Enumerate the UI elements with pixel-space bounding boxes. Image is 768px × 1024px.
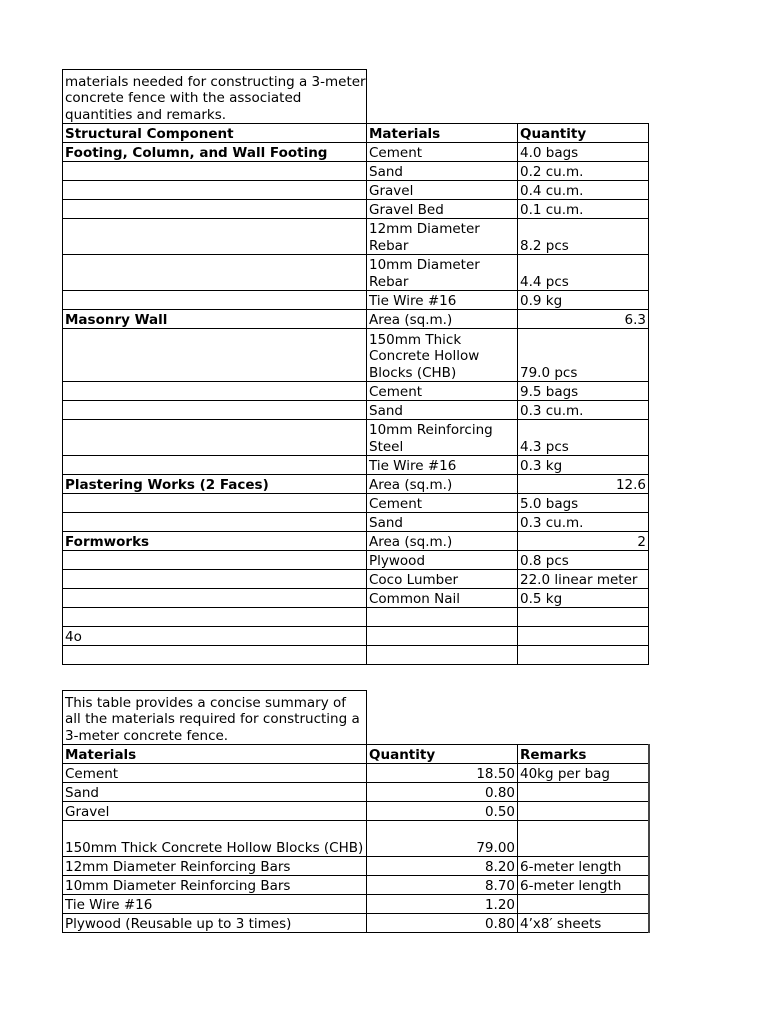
quantity-cell: 8.70: [367, 876, 518, 895]
table-row: [63, 627, 649, 646]
remarks-cell: [518, 821, 649, 857]
structural-component-cell: Formworks: [63, 532, 367, 551]
material-cell: Area (sq.m.): [367, 532, 518, 551]
table-row: [63, 219, 649, 255]
quantity-cell: 0.1 cu.m.: [518, 200, 649, 219]
table-row: [63, 181, 649, 200]
quantity-cell: 22.0 linear meter: [518, 570, 649, 589]
quantity-cell: [518, 627, 649, 646]
structural-component-cell: Masonry Wall: [63, 310, 367, 329]
material-cell: [367, 646, 518, 665]
material-cell: Sand: [367, 513, 518, 532]
table-row: [63, 857, 649, 876]
remarks-cell: [518, 802, 649, 821]
table-row: [63, 456, 649, 475]
header-quantity: Quantity: [518, 124, 649, 143]
table-row: [63, 570, 649, 589]
structural-component-cell: [63, 589, 367, 608]
table-row: [63, 895, 649, 914]
table-row: [63, 255, 649, 291]
structural-component-cell: [63, 181, 367, 200]
quantity-cell: 9.5 bags: [518, 382, 649, 401]
quantity-cell: 0.8 pcs: [518, 551, 649, 570]
remarks-cell: [518, 783, 649, 802]
material-cell: Area (sq.m.): [367, 310, 518, 329]
material-cell: Sand: [367, 401, 518, 420]
table-row: [63, 608, 649, 627]
quantity-cell: 79.00: [367, 821, 518, 857]
structural-component-cell: [63, 401, 367, 420]
structural-component-cell: [63, 420, 367, 456]
table-row: [63, 329, 649, 382]
quantity-cell: 0.80: [367, 783, 518, 802]
material-cell: Area (sq.m.): [367, 475, 518, 494]
material-cell: Cement: [367, 494, 518, 513]
table-row: [63, 420, 649, 456]
remarks-cell: [518, 895, 649, 914]
structural-component-cell: Footing, Column, and Wall Footing: [63, 143, 367, 162]
structural-component-cell: [63, 291, 367, 310]
material-cell: Plywood: [367, 551, 518, 570]
remarks-cell: 6-meter length: [518, 857, 649, 876]
structural-component-cell: [63, 570, 367, 589]
material-cell: Gravel: [63, 802, 367, 821]
table-row: [63, 143, 649, 162]
table-row: [63, 532, 649, 551]
structural-component-cell: [63, 494, 367, 513]
remarks-cell: 6-meter length: [518, 876, 649, 895]
quantity-cell: 5.0 bags: [518, 494, 649, 513]
material-cell: Tie Wire #16: [367, 456, 518, 475]
table-row: [63, 513, 649, 532]
materials-summary-table: [62, 690, 650, 933]
material-cell: Sand: [367, 162, 518, 181]
material-cell: 10mm Reinforcing Steel: [367, 420, 518, 456]
quantity-cell: 0.3 cu.m.: [518, 401, 649, 420]
table-row: [63, 551, 649, 570]
structural-component-cell: [63, 551, 367, 570]
header-materials: Materials: [367, 124, 518, 143]
quantity-cell: 0.50: [367, 802, 518, 821]
material-cell: Gravel Bed: [367, 200, 518, 219]
quantity-cell: 0.9 kg: [518, 291, 649, 310]
structural-component-cell: [63, 456, 367, 475]
quantity-cell: 4.0 bags: [518, 143, 649, 162]
material-cell: Coco Lumber: [367, 570, 518, 589]
material-cell: 10mm Diameter Rebar: [367, 255, 518, 291]
material-cell: 12mm Diameter Reinforcing Bars: [63, 857, 367, 876]
header-structural-component: Structural Component: [63, 124, 367, 143]
table-row: [63, 821, 649, 857]
table1-intro: materials needed for constructing a 3-meter concrete fence with the associated quantities and remarks.: [63, 70, 367, 124]
structural-component-cell: [63, 608, 367, 627]
material-cell: 150mm Thick Concrete Hollow Blocks (CHB): [367, 329, 518, 382]
structural-component-cell: [63, 513, 367, 532]
structural-component-cell: Plastering Works (2 Faces): [63, 475, 367, 494]
quantity-cell: 2: [518, 532, 649, 551]
quantity-cell: 8.2 pcs: [518, 219, 649, 255]
table-row: [63, 802, 649, 821]
table-row: [63, 494, 649, 513]
material-cell: 150mm Thick Concrete Hollow Blocks (CHB): [63, 821, 367, 857]
material-cell: [367, 608, 518, 627]
material-cell: Cement: [367, 143, 518, 162]
table-row: [63, 876, 649, 895]
material-cell: Gravel: [367, 181, 518, 200]
header-quantity: Quantity: [367, 745, 518, 764]
structural-component-cell: [63, 646, 367, 665]
structural-component-cell: [63, 219, 367, 255]
table-row: [63, 914, 649, 933]
quantity-cell: 0.5 kg: [518, 589, 649, 608]
quantity-cell: 0.80: [367, 914, 518, 933]
quantity-cell: 8.20: [367, 857, 518, 876]
table-row: [63, 162, 649, 181]
table-row: [63, 589, 649, 608]
material-cell: Cement: [63, 764, 367, 783]
table2-intro: This table provides a concise summary of all the materials required for constructing a 3-meter concrete fence.: [63, 691, 367, 745]
table-row: [63, 764, 649, 783]
quantity-cell: 6.3: [518, 310, 649, 329]
material-cell: Common Nail: [367, 589, 518, 608]
structural-component-cell: 4o: [63, 627, 367, 646]
structural-component-cell: [63, 382, 367, 401]
table-row: [63, 475, 649, 494]
quantity-cell: 79.0 pcs: [518, 329, 649, 382]
quantity-cell: 0.3 cu.m.: [518, 513, 649, 532]
quantity-cell: 0.2 cu.m.: [518, 162, 649, 181]
quantity-cell: 12.6: [518, 475, 649, 494]
structural-component-cell: [63, 329, 367, 382]
quantity-cell: 4.4 pcs: [518, 255, 649, 291]
quantity-cell: 18.50: [367, 764, 518, 783]
table-row: [63, 310, 649, 329]
quantity-cell: [518, 646, 649, 665]
structural-component-cell: [63, 255, 367, 291]
quantity-cell: 0.3 kg: [518, 456, 649, 475]
remarks-cell: 40kg per bag: [518, 764, 649, 783]
material-cell: 12mm Diameter Rebar: [367, 219, 518, 255]
material-cell: Cement: [367, 382, 518, 401]
structural-component-cell: [63, 200, 367, 219]
material-cell: Tie Wire #16: [367, 291, 518, 310]
material-cell: Plywood (Reusable up to 3 times): [63, 914, 367, 933]
remarks-cell: 4’x8′ sheets: [518, 914, 649, 933]
table-row: [63, 646, 649, 665]
material-cell: Tie Wire #16: [63, 895, 367, 914]
material-cell: [367, 627, 518, 646]
header-remarks: Remarks: [518, 745, 649, 764]
table-row: [63, 783, 649, 802]
quantity-cell: [518, 608, 649, 627]
table-row: [63, 200, 649, 219]
structural-component-cell: [63, 162, 367, 181]
material-cell: Sand: [63, 783, 367, 802]
table-row: [63, 382, 649, 401]
header-materials: Materials: [63, 745, 367, 764]
quantity-cell: 0.4 cu.m.: [518, 181, 649, 200]
quantity-cell: 1.20: [367, 895, 518, 914]
material-cell: 10mm Diameter Reinforcing Bars: [63, 876, 367, 895]
quantity-cell: 4.3 pcs: [518, 420, 649, 456]
materials-by-component-table: [62, 69, 649, 665]
table-row: [63, 401, 649, 420]
table-row: [63, 291, 649, 310]
